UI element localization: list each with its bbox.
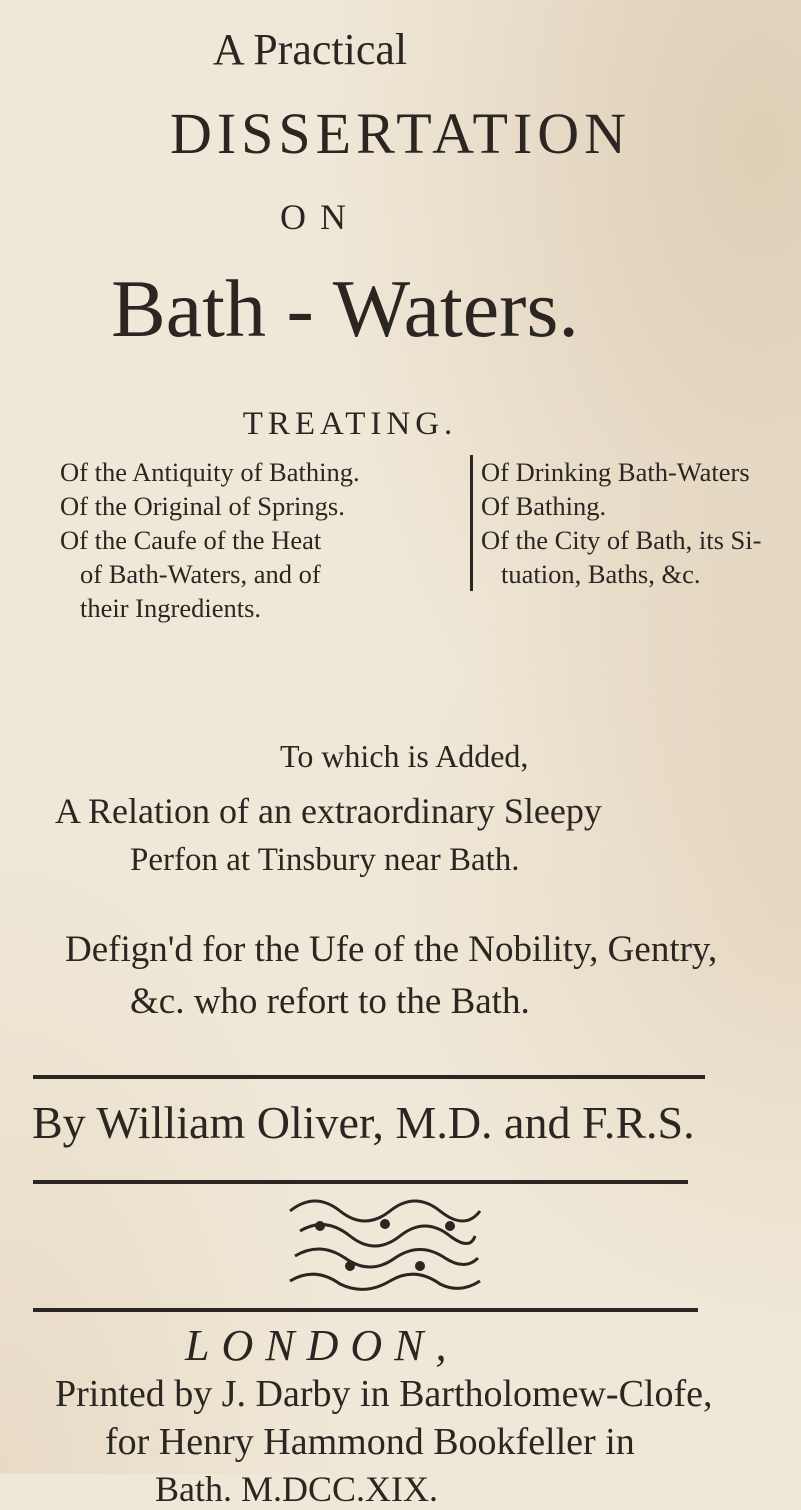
printers-ornament-icon <box>280 1196 490 1296</box>
divider-rule <box>33 1308 698 1312</box>
added-line: To which is Added, <box>280 738 529 774</box>
divider-rule <box>33 1180 688 1184</box>
dedication-line-1: Defign'd for the Ufe of the Nobility, Gentry, <box>65 929 718 970</box>
topic-item: Of Drinking Bath-Waters <box>481 457 750 487</box>
author-line: By William Oliver, M.D. and F.R.S. <box>32 1097 695 1148</box>
imprint-printer: Printed by J. Darby in Bartholomew-Clofe, <box>55 1373 713 1415</box>
topic-item: of Bath-Waters, and of <box>80 559 321 589</box>
pre-title: A Practical <box>212 25 408 74</box>
relation-line-1: A Relation of an extraordinary Sleepy <box>55 791 602 831</box>
topic-item: tuation, Baths, &c. <box>501 559 701 589</box>
dedication-line-2: &c. who refort to the Bath. <box>130 981 530 1022</box>
on-line: ON <box>280 197 360 237</box>
imprint-date: Bath. M.DCC.XIX. <box>155 1469 439 1509</box>
topics-left-column <box>60 455 460 625</box>
topic-item: their Ingredients. <box>80 593 262 623</box>
topics-table <box>60 455 760 695</box>
imprint-bookseller: for Henry Hammond Bookfeller in <box>105 1421 635 1463</box>
imprint-city: LONDON, <box>185 1321 459 1370</box>
topics-right-column <box>470 455 801 591</box>
topic-item: Of the Original of Springs. <box>60 491 345 521</box>
topic-item: Of the Antiquity of Bathing. <box>60 457 360 487</box>
topic-item: Of the City of Bath, its Si- <box>481 525 762 555</box>
relation-line-2: Perfon at Tinsbury near Bath. <box>130 842 520 878</box>
treating-heading: TREATING. <box>242 406 458 442</box>
divider-rule <box>33 1075 705 1079</box>
topic-item: Of the Caufe of the Heat <box>60 525 322 555</box>
subtitle: Bath - Waters. <box>111 263 579 354</box>
main-title: DISSERTATION <box>169 101 632 166</box>
topic-item: Of Bathing. <box>481 491 607 521</box>
